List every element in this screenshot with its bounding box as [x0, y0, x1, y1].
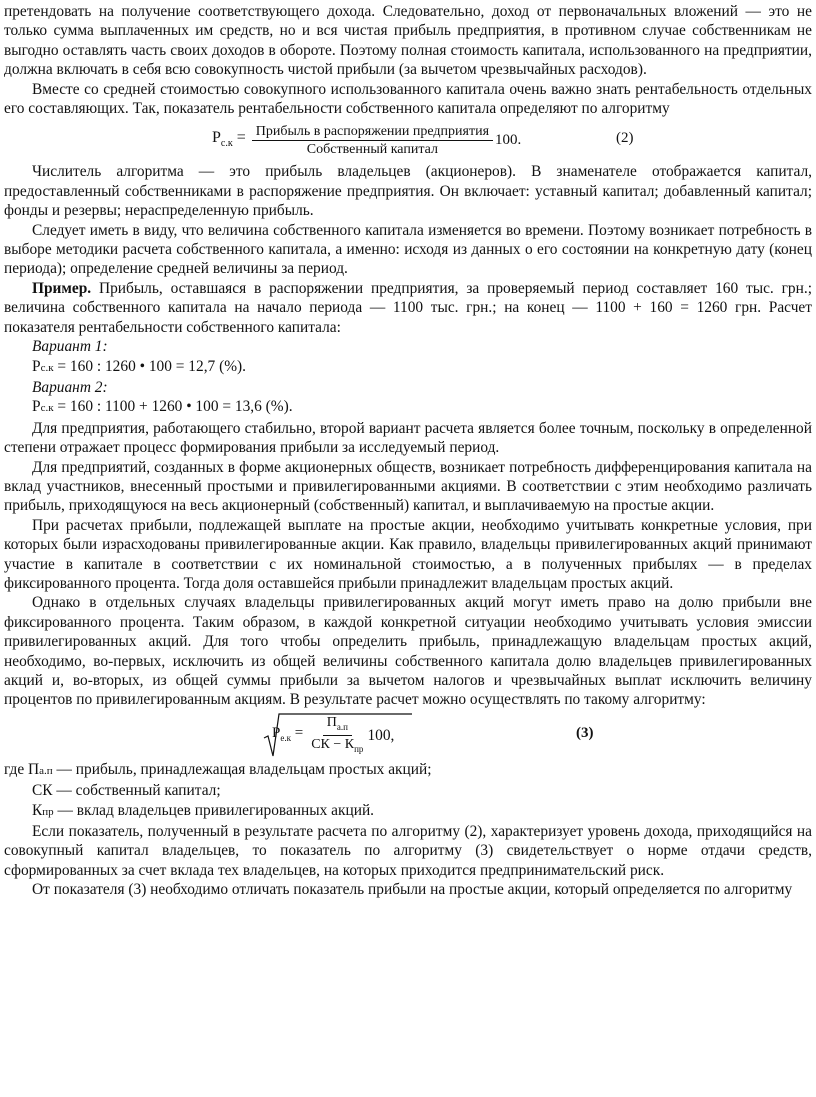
paragraph-3: Числитель алгоритма — это прибыль владельцев (акционеров). В знаменателе отображается капитал, предоставленный собственниками в распоряжение предприятия. Он включает: уставный капитал; добавленный капитал; фонды и резервы; нераспределенную прибыль. [4, 163, 812, 220]
paragraph-example [4, 279, 812, 337]
variant-2-label: Вариант 2: [32, 378, 108, 396]
formula-2-expression [212, 120, 521, 160]
paragraph-1: претендовать на получение соответствующего дохода. Следовательно, доход от первоначальных вложений — это не только сумма выплаченных им средств, но и вся чистая прибыль предприятия, в противном случае собственникам не выгодно оставлять часть своих доходов в обороте. Поэтому полная стоимость капитала, использованного на предприятии, должна включать в себя всю совокупность чистой прибыли (за вычетом чрезвычайных расходов). [4, 3, 812, 79]
example-label: Пример. [32, 279, 92, 297]
paragraph-10: Если показатель, полученный в результате расчета по алгоритму (2), характеризует уровень дохода, приходящийся на совокупный капитал владельцев, то показатель по алгоритму (3) свидетельствует о норме отдачи средств, сформированных за счет вклада тех владельцев, на которых приходится предпринимательский риск. [4, 823, 812, 879]
formula-3-expression [272, 715, 394, 757]
paragraph-11: От показателя (3) необходимо отличать показатель прибыли на простые акции, который определяется по алгоритму [32, 881, 793, 899]
example-text: Прибыль, оставшаяся в распоряжении предприятия, за проверяемый период составляет 160 тыс. грн.; величина собственного капитала на начало периода — 1100 тыс. грн.; на конец — 1100 + 160 = 1260 грн. Расчет показателя рентабельности собственного капитала: [4, 279, 812, 336]
variant-2-calc: Рс.к = 160 : 1100 + 1260 • 100 = 13,6 (%). [32, 398, 293, 416]
formula-2-numerator: Прибыль в распоряжении предприятия [252, 123, 493, 141]
formula-3-lhs: $Р_{е.к}$ = [272, 724, 304, 743]
paragraph-9: Однако в отдельных случаях владельцы привилегированных акций могут иметь право на долю прибыли вне фиксированного процента. Таким образом, в каждой конкретной ситуации необходимо учитывать условия эмиссии привилегированных акций. Для того чтобы определить прибыль, принадлежащую владельцам простых акций, необходимо, во-первых, исключить из общей величины собственного капитала долю владельцев привилегированных акций и, во-вторых, из общей суммы прибыли за вычетом налогов и чрезвычайных выплат исключить величину процентов по привилегированным акциям. В результате расчет можно осуществлять по такому алгоритму: [4, 594, 812, 709]
variant-1-calc: Рс.к = 160 : 1260 • 100 = 12,7 (%). [32, 357, 247, 375]
paragraph-2: Вместе со средней стоимостью совокупного использованного капитала очень важно знать рентабельность отдельных его составляющих. Так, показатель рентабельности собственного капитала определяют по алгоритму [4, 80, 812, 118]
formula-3-denominator: СК − $К_{пр}$ [311, 737, 364, 755]
formula-2-denominator: Собственный капитал [306, 141, 438, 157]
definition-pap: где Па.п — прибыль, принадлежащая владельцам простых акций; [4, 760, 432, 778]
formula-2-fraction [252, 123, 493, 158]
definition-kpr: Кпр — вклад владельцев привилегированных акций. [32, 801, 375, 819]
formula-3-multiplier: 100, [367, 727, 395, 745]
paragraph-4: Следует иметь в виду, что величина собственного капитала изменяется во времени. Поэтому возникает потребность в выборе методики расчета собственного капитала, а именно: исходя из данных о его состоянии на конкретную дату (конец периода); определение средней величины за период. [4, 221, 812, 278]
paragraph-6: Для предприятия, работающего стабильно, второй вариант расчета является более точным, поскольку в определенной степени отражает процесс формирования прибыли за исследуемый период. [4, 419, 812, 457]
variant-1-label: Вариант 1: [32, 338, 108, 356]
formula-3 [4, 712, 812, 760]
formula-2 [4, 120, 812, 160]
formula-3-number: (3) [576, 724, 594, 741]
paragraph-7: Для предприятий, созданных в форме акционерных обществ, возникает потребность дифференцирования капитала на вклад участников, внесенный простыми и привилегированными акциями. В соответствии с этим необходимо различать прибыль, приходящуюся на весь акционерный (собственный) капитал, и выплачиваемую на простые акции. [4, 458, 812, 515]
formula-2-multiplier: 100. [495, 131, 522, 148]
formula-2-number: (2) [616, 130, 634, 147]
paragraph-8: При расчетах прибыли, подлежащей выплате на простые акции, необходимо учитывать конкретные условия, при которых были израсходованы привилегированные акции. Как правило, владельцы привилегированных акций принимают участие в капитале в соответствии с их номинальной стоимостью, а в полученных прибылях — в пределах фиксированного процента. Тогда доля оставшейся прибыли принадлежит владельцам простых акций. [4, 516, 812, 592]
formula-2-lhs: $Р_{с.к}$ = [212, 128, 246, 149]
formula-3-fraction [307, 714, 367, 759]
formula-3-numerator: $П_{а.п}$ [323, 714, 352, 737]
definition-sk: СК — собственный капитал; [32, 782, 221, 800]
